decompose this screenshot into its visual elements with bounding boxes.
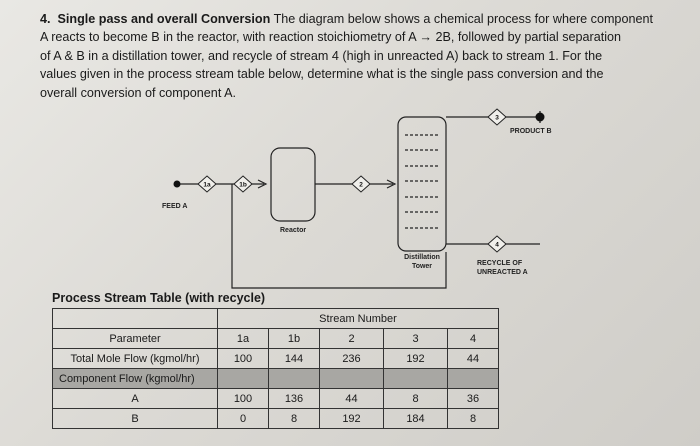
problem-text: The diagram below shows a chemical process for where component <box>273 12 653 26</box>
problem-title: Single pass and overall Conversion <box>57 12 271 26</box>
table-cell: 100 <box>218 349 269 369</box>
process-stream-table <box>52 308 499 429</box>
tower-label-line1: Distillation <box>404 254 440 261</box>
row-label: Component Flow (kgmol/hr) <box>53 369 218 389</box>
problem-line-4: values given in the process stream table below, determine what is the single pass conversion and the <box>40 67 604 82</box>
row-label: B <box>53 409 218 429</box>
table-cell: 192 <box>320 409 384 429</box>
table-cell: 184 <box>384 409 448 429</box>
table-cell: 100 <box>218 389 269 409</box>
column-header-1a: 1a <box>218 329 269 349</box>
table-title: Process Stream Table (with recycle) <box>52 291 266 305</box>
tower-trays <box>405 135 438 228</box>
table-row <box>53 409 499 429</box>
column-header-4: 4 <box>448 329 499 349</box>
reactor-vessel <box>271 148 315 221</box>
table-row <box>53 389 499 409</box>
table-cell: 8 <box>269 409 320 429</box>
table-cell: 192 <box>384 349 448 369</box>
column-header-3: 3 <box>384 329 448 349</box>
recycle-label-line2: UNREACTED A <box>477 269 528 276</box>
table-cell: 236 <box>320 349 384 369</box>
table-cell: 44 <box>448 349 499 369</box>
stream-4-number: 4 <box>495 241 499 249</box>
problem-number: 4. <box>40 12 51 26</box>
stream-1b-number: 1b <box>239 181 247 189</box>
table-cell: 136 <box>269 389 320 409</box>
stream-2-number: 2 <box>359 181 363 189</box>
table-cell: 36 <box>448 389 499 409</box>
table-cell <box>218 369 269 389</box>
stream-1a-number: 1a <box>203 181 211 189</box>
column-header-2: 2 <box>320 329 384 349</box>
table-row <box>53 349 499 369</box>
table-cell: 8 <box>384 389 448 409</box>
table-column-row <box>53 329 499 349</box>
table-cell: 8 <box>448 409 499 429</box>
stream-3-number: 3 <box>495 114 499 122</box>
problem-line-5: overall conversion of component A. <box>40 85 237 100</box>
table-cell: 44 <box>320 389 384 409</box>
table-header-row <box>53 309 499 329</box>
table-cell: 144 <box>269 349 320 369</box>
row-label: Total Mole Flow (kgmol/hr) <box>53 349 218 369</box>
tower-label-line2: Tower <box>411 263 433 270</box>
table-cell <box>448 369 499 389</box>
table-cell <box>269 369 320 389</box>
stream-number-header: Stream Number <box>218 309 499 329</box>
distillation-tower <box>398 117 446 251</box>
recycle-label-line1: RECYCLE OF <box>477 260 523 267</box>
column-header-1b: 1b <box>269 329 320 349</box>
table-cell <box>320 369 384 389</box>
table-row <box>53 369 499 389</box>
table-corner-cell <box>53 309 218 329</box>
product-label: PRODUCT B <box>510 128 552 135</box>
recycle-line <box>232 181 446 288</box>
feed-label: FEED A <box>162 203 188 210</box>
reactor-label: Reactor <box>280 227 307 234</box>
problem-line-3: of A & B in a distillation tower, and recycle of stream 4 (high in unreacted A) back to stream 1. For the <box>40 48 603 63</box>
row-label: A <box>53 389 218 409</box>
table-cell: 0 <box>218 409 269 429</box>
column-header-parameter: Parameter <box>53 329 218 349</box>
feed-source-dot <box>174 181 181 188</box>
table-cell <box>384 369 448 389</box>
problem-line-2: A reacts to become B in the reactor, with reaction stoichiometry of A → 2B, followed by partial separation <box>40 30 622 45</box>
